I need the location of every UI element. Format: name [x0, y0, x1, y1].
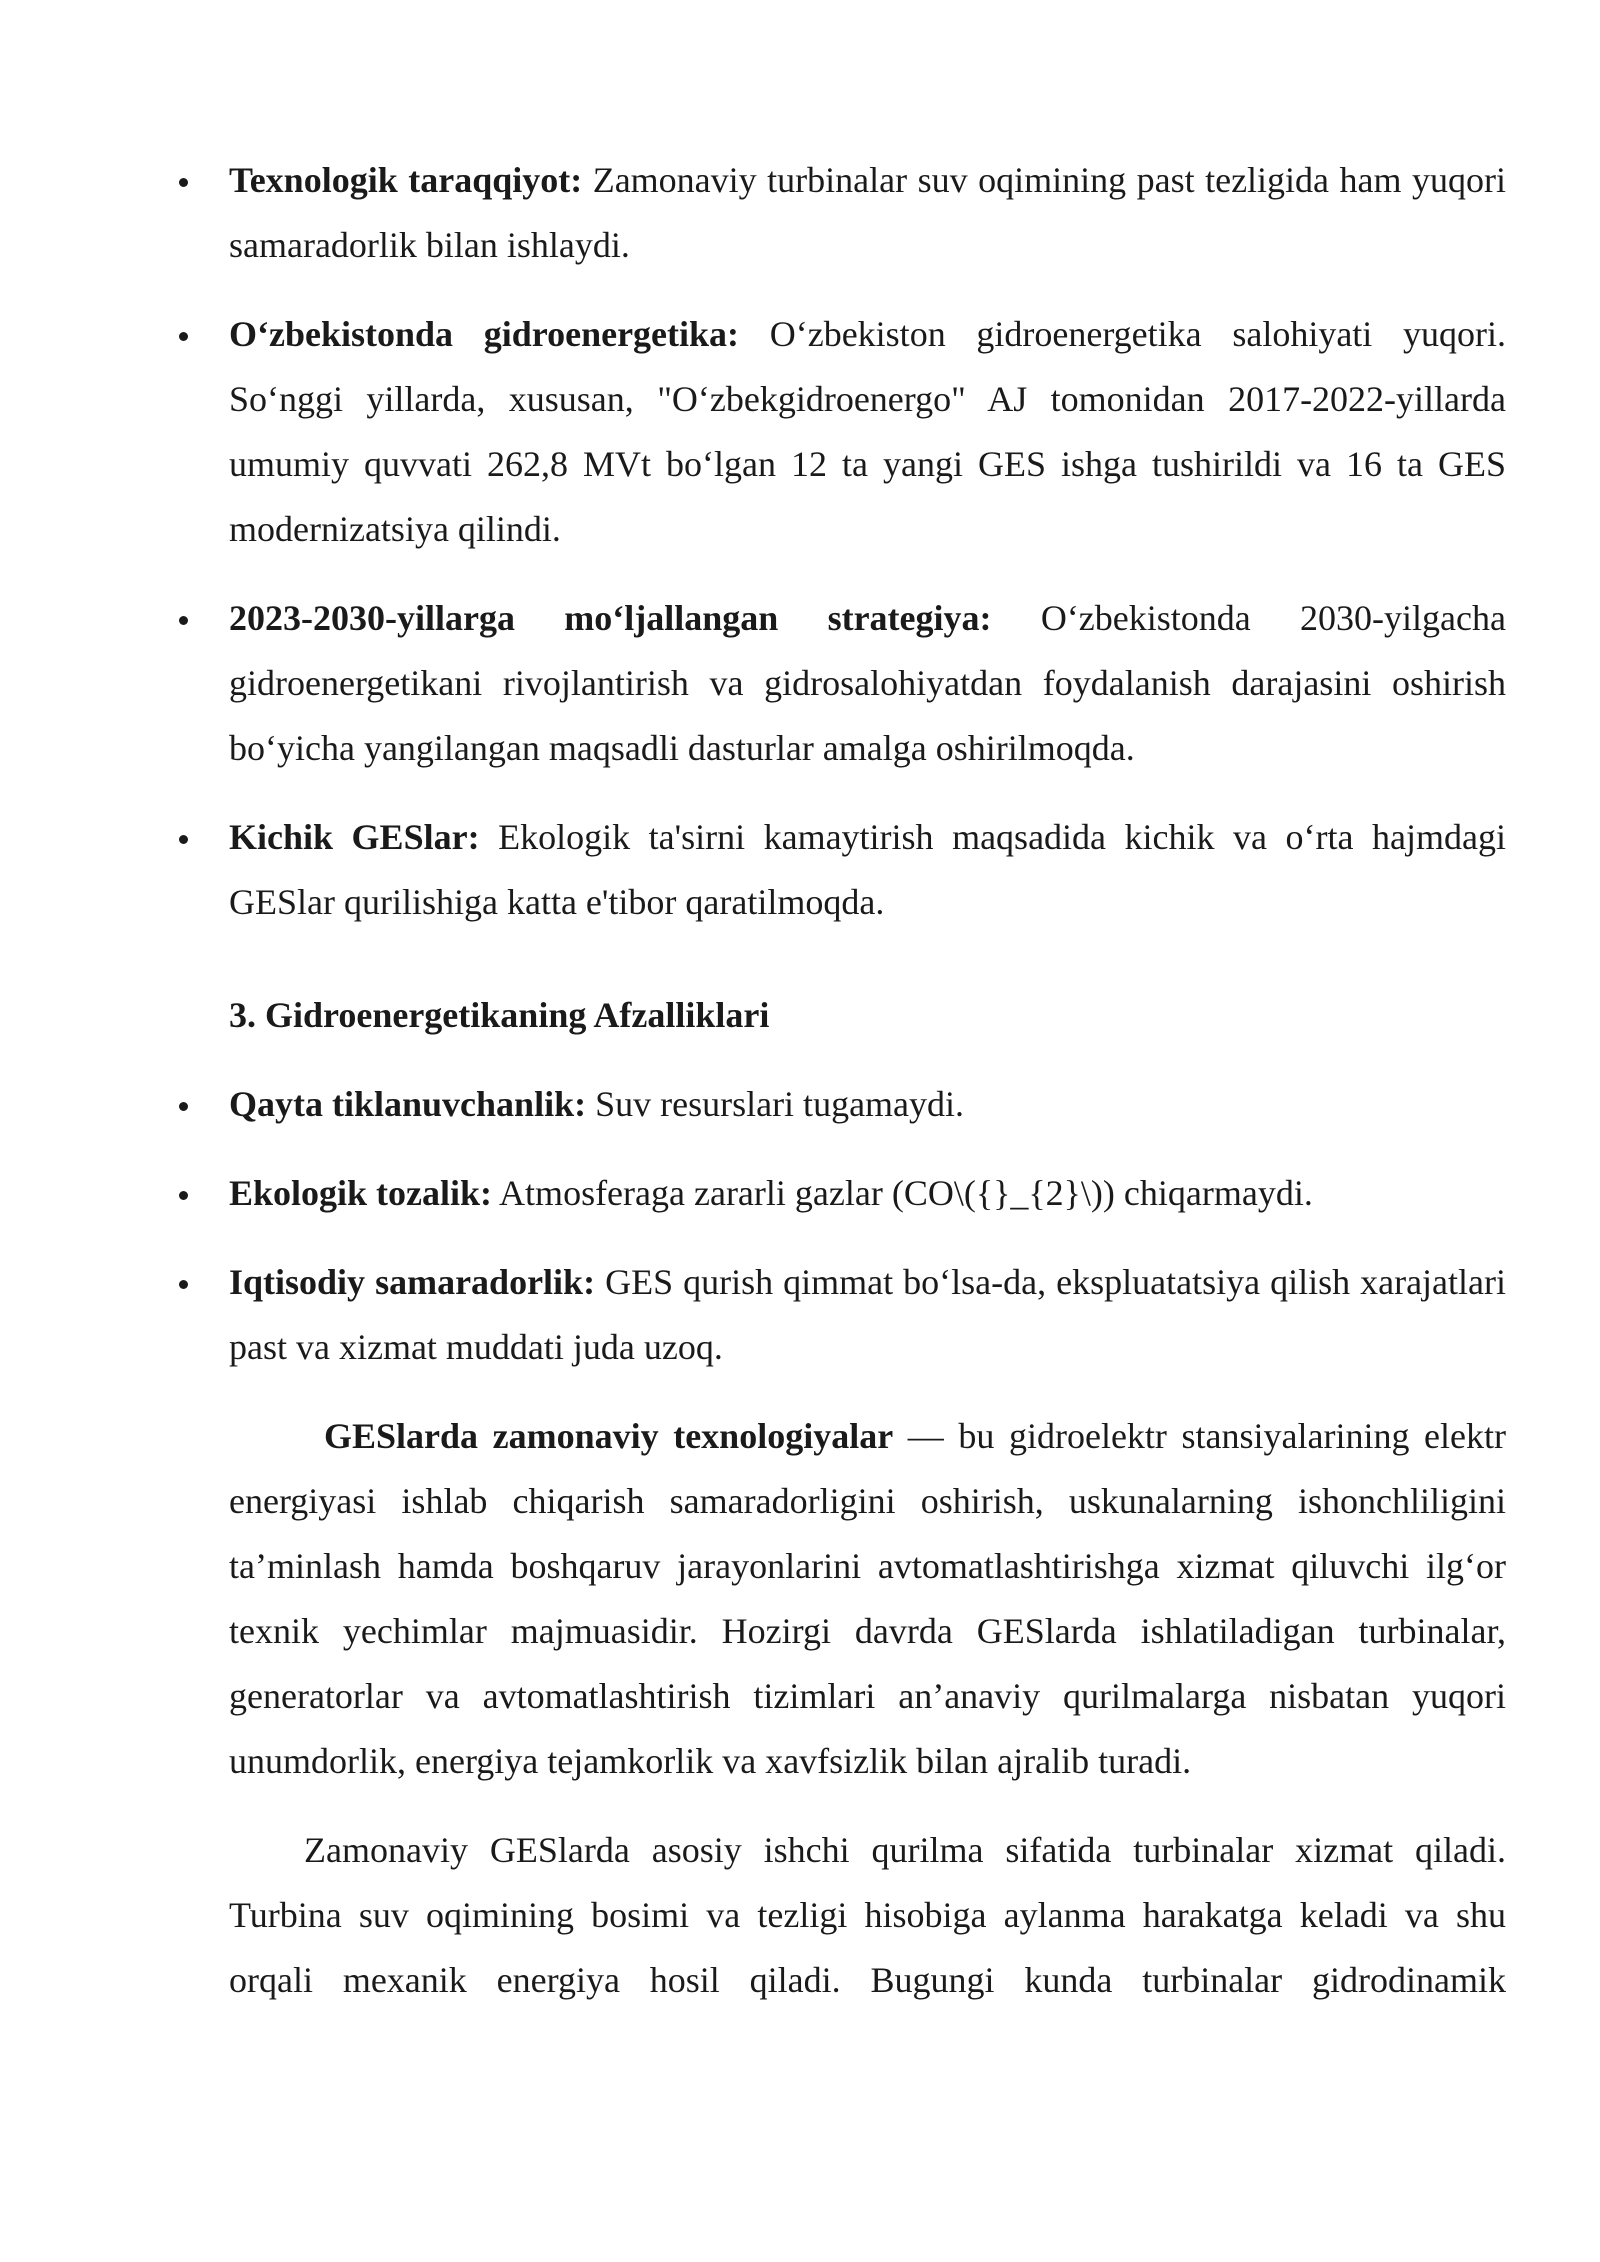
list-item-text: O‘zbekiston gidroenergetika salohiyati yuqori. So‘nggi yillarda, xususan, "O‘zbekgidroenergo" AJ tomonidan 2017-2022-yillarda umumiy quvvati 262,8 MVt bo‘lgan 12 ta yangi GES ishga tushirildi va 16 ta GES modernizatsiya qilindi.	[229, 314, 1506, 549]
bullet-icon	[179, 835, 188, 844]
list-item	[229, 1250, 1506, 1380]
list-item	[229, 805, 1506, 935]
list-item-label: Qayta tiklanuvchanlik:	[229, 1084, 587, 1124]
list-item-text: O‘zbekistonda 2030-yilgacha gidroenergetikani rivojlantirish va gidrosalohiyatdan foydalanish darajasini oshirish bo‘yicha yangilangan maqsadli dasturlar amalga oshirilmoqda.	[229, 598, 1506, 768]
list-item-label: Iqtisodiy samaradorlik:	[229, 1262, 596, 1302]
bullet-icon	[179, 1280, 188, 1289]
list-item-text: Suv resurslari tugamaydi.	[586, 1084, 965, 1124]
list-item-text: GES qurish qimmat bo‘lsa-da, ekspluatatsiya qilish xarajatlari past va xizmat muddati juda uzoq.	[229, 1262, 1507, 1367]
bullet-icon	[179, 1102, 188, 1111]
paragraph-bold-term: GESlarda zamonaviy texnologiyalar	[324, 1416, 894, 1456]
section-heading: 3. Gidroenergetikaning Afzalliklari	[229, 995, 770, 1035]
list-item-label: Ekologik tozalik:	[229, 1173, 493, 1213]
paragraph-text: — bu gidroelektr stansiyalarining elektr energiyasi ishlab chiqarish samaradorligini oshirish, uskunalarning ishonchliligini ta’minlash hamda boshqaruv jarayonlarini avtomatlashtirishga xizmat qiluvchi ilg‘or texnik yechimlar majmuasidir. Hozirgi davrda GESlarda ishlatiladigan turbinalar, generatorlar va avtomatlashtirish tizimlari an’anaviy qurilmalarga nisbatan yuqori unumdorlik, energiya tejamkorlik va xavfsizlik bilan ajralib turadi.	[229, 1416, 1506, 1781]
list-item-label: Texnologik taraqqiyot:	[229, 160, 583, 200]
bullet-list-developments	[229, 148, 1506, 935]
list-item-text: Atmosferaga zararli gazlar (CO\({}_{2}\)) chiqarmaydi.	[492, 1173, 1313, 1213]
paragraph-text: Zamonaviy GESlarda asosiy ishchi qurilma sifatida turbinalar xizmat qiladi. Turbina suv oqimining bosimi va tezligi hisobiga aylanma harakatga keladi va shu orqali mexanik energiya hosil qiladi. Bugungi kunda turbinalar gidrodinamik	[229, 1830, 1506, 2000]
bullet-icon	[179, 178, 188, 187]
list-item-text: Zamonaviy turbinalar suv oqimining past tezligida ham yuqori samaradorlik bilan ishlaydi.	[229, 160, 1506, 265]
list-item	[229, 302, 1506, 562]
bullet-list-advantages	[229, 1072, 1506, 1380]
list-item-label: Kichik GESlar:	[229, 817, 480, 857]
list-item-label: 2023-2030-yillarga mo‘ljallangan strategiya:	[229, 598, 992, 638]
paragraph-turbines	[229, 1818, 1506, 2013]
list-item-label: O‘zbekistonda gidroenergetika:	[229, 314, 740, 354]
bullet-icon	[179, 616, 188, 625]
document-body	[229, 148, 1506, 2037]
list-item	[229, 1072, 1506, 1137]
list-item	[229, 148, 1506, 278]
bullet-icon	[179, 1191, 188, 1200]
list-item	[229, 586, 1506, 781]
list-item	[229, 1161, 1506, 1226]
bullet-icon	[179, 332, 188, 341]
list-item-text: Ekologik ta'sirni kamaytirish maqsadida kichik va o‘rta hajmdagi GESlar qurilishiga katta e'tibor qaratilmoqda.	[229, 817, 1506, 922]
paragraph-modern-technologies	[229, 1404, 1506, 1794]
